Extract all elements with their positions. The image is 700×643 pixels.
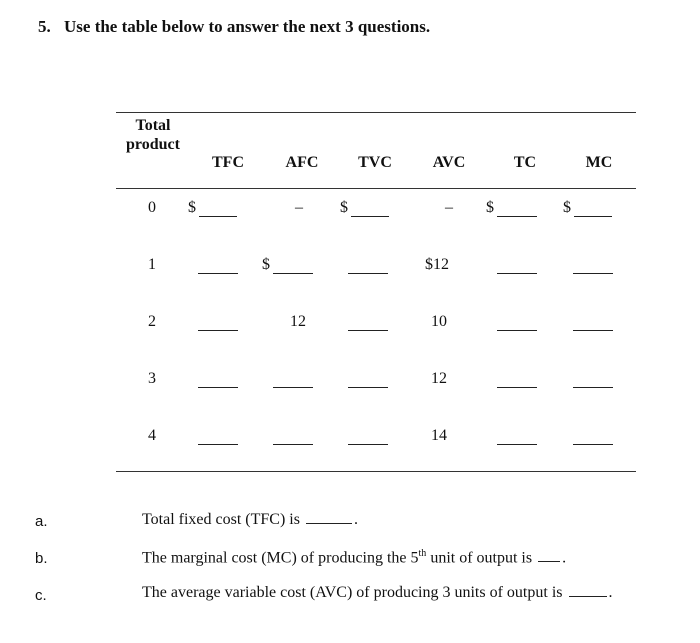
row2-avc-value: 10: [431, 313, 447, 330]
row0-mc-dollar: $: [563, 199, 571, 216]
row2-mc-blank: [573, 330, 613, 331]
row0-afc-dash: –: [295, 199, 303, 216]
part-a-label: a.: [35, 513, 48, 530]
row2-quantity: 2: [148, 313, 156, 330]
table-top-rule: [116, 112, 636, 113]
row2-tc-blank: [497, 330, 537, 331]
row3-afc-blank: [273, 387, 313, 388]
part-b-answer-blank: [538, 560, 560, 562]
row1-tc-blank: [497, 273, 537, 274]
row0-tvc-dollar: $: [340, 199, 348, 216]
row1-tfc-blank: [198, 273, 238, 274]
part-c-label: c.: [35, 587, 47, 604]
row4-tfc-blank: [198, 444, 238, 445]
row0-avc-dash: –: [445, 199, 453, 216]
row0-tfc-dollar: $: [188, 199, 196, 216]
part-a-text: Total fixed cost (TFC) is: [142, 511, 300, 528]
row1-quantity: 1: [148, 256, 156, 273]
part-c-end: .: [608, 584, 613, 601]
part-b-question: [142, 548, 566, 567]
part-b-sup: th: [418, 548, 427, 559]
row4-tc-blank: [497, 444, 537, 445]
header-mc: MC: [585, 154, 613, 171]
row0-quantity: 0: [148, 199, 156, 216]
part-a-end: .: [353, 511, 358, 528]
row1-mc-blank: [573, 273, 613, 274]
header-total-product: [122, 117, 184, 154]
row1-tvc-blank: [348, 273, 388, 274]
part-c-answer-blank: [569, 595, 607, 597]
row3-avc-value: 12: [431, 370, 447, 387]
header-afc: AFC: [285, 154, 319, 171]
row3-quantity: 3: [148, 370, 156, 387]
row4-afc-blank: [273, 444, 313, 445]
row1-afc-dollar: $: [262, 256, 270, 273]
row2-tfc-blank: [198, 330, 238, 331]
row3-tfc-blank: [198, 387, 238, 388]
row0-mc-blank: [574, 216, 612, 217]
table-header-rule: [116, 188, 636, 189]
part-a-question: [142, 511, 358, 529]
row2-tvc-blank: [348, 330, 388, 331]
header-product-line2: product: [126, 136, 180, 153]
row2-afc-value: 12: [290, 313, 306, 330]
row4-tvc-blank: [348, 444, 388, 445]
question-number: 5.: [38, 17, 51, 36]
row3-mc-blank: [573, 387, 613, 388]
header-avc: AVC: [432, 154, 466, 171]
row4-quantity: 4: [148, 427, 156, 444]
row1-avc-value: $12: [425, 256, 449, 273]
part-c-question: [142, 584, 613, 602]
header-tfc: TFC: [212, 154, 244, 171]
part-b-text-after: unit of output is: [426, 549, 533, 567]
table-bottom-rule: [116, 471, 636, 472]
part-a-answer-blank: [306, 522, 352, 524]
part-c-text: The average variable cost (AVC) of producing 3 units of output is: [142, 584, 563, 601]
header-tvc: TVC: [358, 154, 392, 171]
row0-tc-blank: [497, 216, 537, 217]
row1-afc-blank: [273, 273, 313, 274]
part-b-text-before: The marginal cost (MC) of producing the 5: [142, 549, 419, 567]
row3-tc-blank: [497, 387, 537, 388]
part-b-label: b.: [35, 550, 48, 567]
row4-avc-value: 14: [431, 427, 447, 444]
row0-tc-dollar: $: [486, 199, 494, 216]
question-prompt: Use the table below to answer the next 3 questions.: [64, 17, 431, 36]
row0-tvc-blank: [351, 216, 389, 217]
question-title: [38, 17, 430, 37]
part-b-end: .: [562, 549, 567, 567]
header-tc: TC: [513, 154, 537, 171]
row0-tfc-blank: [199, 216, 237, 217]
row3-tvc-blank: [348, 387, 388, 388]
header-total-line1: Total: [135, 117, 171, 134]
row4-mc-blank: [573, 444, 613, 445]
